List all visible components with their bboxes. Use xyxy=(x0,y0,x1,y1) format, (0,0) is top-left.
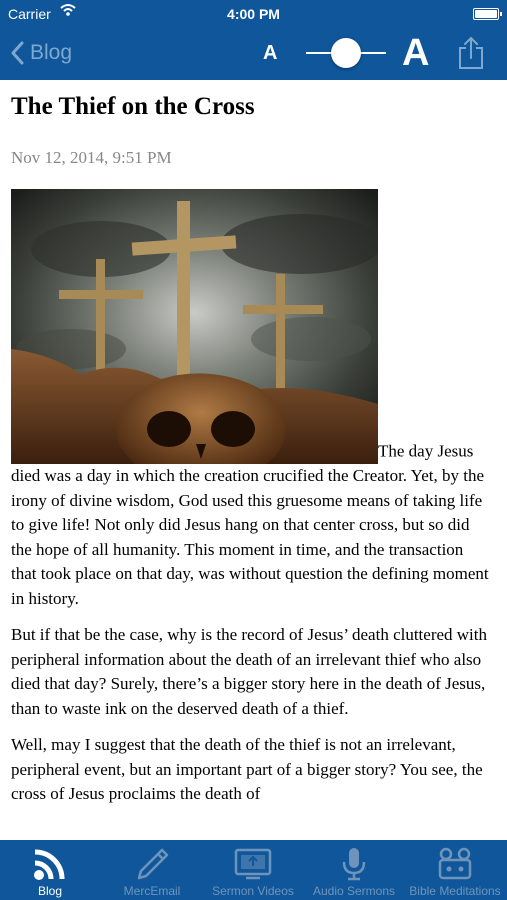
crosses-skull-image xyxy=(11,189,378,464)
carrier-label: Carrier xyxy=(8,6,51,22)
pencil-icon xyxy=(107,846,197,882)
tab-audio-sermons[interactable] xyxy=(309,840,399,900)
chevron-left-icon xyxy=(10,41,24,65)
paragraph: Well, may I suggest that the death of the thief is not an irrelevant, peripheral event, but an important part of a bigger story? You see, the cross of Jesus proclaims the death of xyxy=(11,735,483,803)
tab-bar xyxy=(0,840,507,900)
tab-blog[interactable] xyxy=(5,840,95,900)
battery-icon xyxy=(473,8,499,20)
post-content[interactable] xyxy=(0,80,507,840)
tab-mercemail[interactable] xyxy=(107,840,197,900)
bible-meditations-icon xyxy=(410,846,500,882)
status-bar xyxy=(0,0,507,28)
back-label: Blog xyxy=(30,41,73,64)
tab-label: MercEmail xyxy=(123,884,181,898)
font-size-slider[interactable] xyxy=(306,52,386,56)
post-title: The Thief on the Cross xyxy=(11,93,255,120)
post-body xyxy=(11,189,493,819)
increase-font-button[interactable]: A xyxy=(402,32,430,74)
post-date: Nov 12, 2014, 9:51 PM xyxy=(11,148,172,167)
decrease-font-button[interactable]: A xyxy=(263,42,278,64)
status-time: 4:00 PM xyxy=(227,6,280,22)
tab-sermon-videos[interactable] xyxy=(208,840,298,900)
rss-icon xyxy=(5,846,95,882)
paragraph-text: The day Jesus died was a day in which the creation crucified the Creator. Yet, by the irony of divine wisdom, God used this gruesome means of taking life to give life! Not only did Jesus hang on that center cross, but so did the hope of all humanity. This moment in time, and the transaction that took place on that day, was without question the defining moment in history. xyxy=(11,441,489,608)
share-icon[interactable] xyxy=(457,36,485,75)
tab-label: Sermon Videos xyxy=(212,884,294,898)
tab-label: Bible Meditations xyxy=(409,884,501,898)
paragraph xyxy=(11,189,493,611)
paragraph: But if that be the case, why is the record of Jesus’ death cluttered with peripheral information about the death of an irrelevant thief who also died that day? Surely, there’s a bigger story here in the death of Jesus, than to waste ink on the deserved death of a thief. xyxy=(11,625,488,718)
microphone-icon xyxy=(309,846,399,882)
navigation-bar xyxy=(0,28,507,80)
tab-label: Blog xyxy=(37,884,63,898)
tab-label: Audio Sermons xyxy=(312,884,396,898)
video-screen-icon xyxy=(208,846,298,882)
slider-thumb[interactable] xyxy=(331,38,361,68)
back-button[interactable] xyxy=(10,38,72,68)
tab-bible-meditations[interactable] xyxy=(410,840,500,900)
